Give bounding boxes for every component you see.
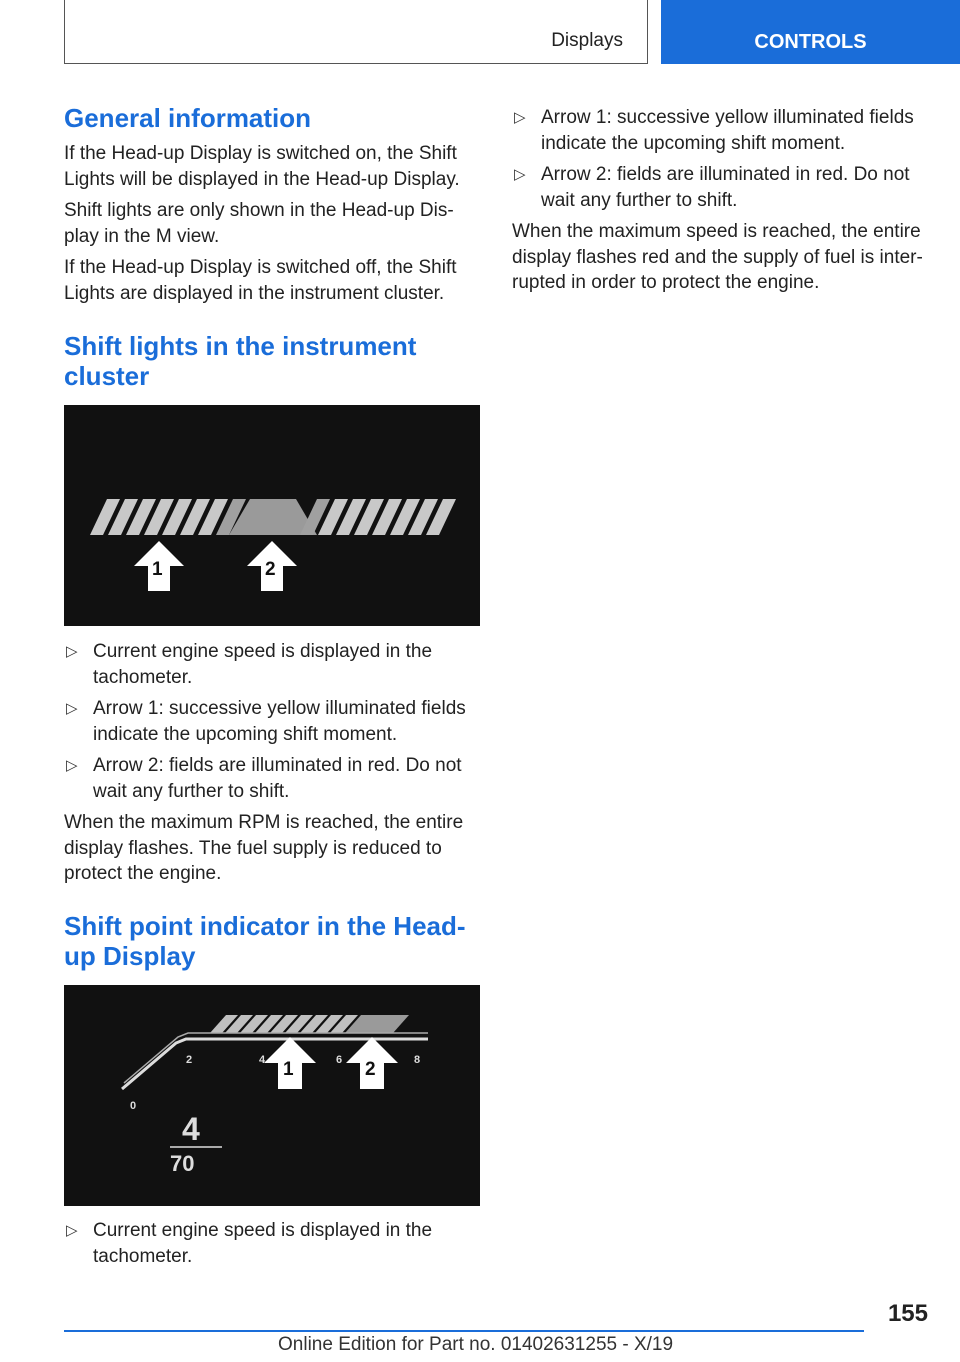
hud-arrow-2-label: 2: [365, 1059, 376, 1080]
list-item: ▷ Current engine speed is displayed in the tachometer.: [66, 1220, 433, 1267]
edition-footer: Online Edition for Part no. 01402631255 - X/19: [278, 1334, 674, 1355]
heading-shift-lights-cluster: Shift lights in the instrument cluster: [64, 331, 417, 391]
paragraph: When the maximum speed is reached, the entire display flashes red and the supply of fuel is inter‐rupted in order to protect the engine.: [512, 221, 923, 293]
speed-readout: 70: [170, 1151, 195, 1176]
heading-shift-point-hud: Shift point indicator in the Head-up Display: [64, 911, 466, 971]
scale-label-8: 8: [414, 1054, 421, 1066]
arrow-2-label: 2: [265, 559, 276, 580]
figure-instrument-cluster: [64, 405, 480, 626]
header-box: [64, 0, 648, 64]
list-item: ▷ Arrow 1: successive yellow illuminated fields indicate the upcoming shift moment.: [514, 107, 914, 154]
bullet-triangle-icon: ▷: [66, 700, 78, 717]
paragraph: If the Head-up Display is switched on, the Shift Lights will be displayed in the Head-up Display.: [64, 143, 460, 190]
list-item: ▷ Current engine speed is displayed in the tachometer.: [66, 641, 433, 688]
scale-label-2: 2: [186, 1054, 193, 1066]
bullet-triangle-icon: ▷: [66, 643, 78, 660]
bullet-triangle-icon: ▷: [66, 757, 78, 774]
hud-shift-light-bar: [210, 1015, 409, 1033]
paragraph: Shift lights are only shown in the Head-up Dis‐play in the M view.: [64, 200, 454, 247]
paragraph: When the maximum RPM is reached, the entire display flashes. The fuel supply is reduced to protect the engine.: [64, 812, 464, 884]
page-number: 155: [887, 1300, 928, 1327]
arrow-1-label: 1: [152, 559, 163, 580]
figure-head-up-display: [64, 985, 480, 1206]
scale-label-4: 4: [259, 1054, 266, 1066]
scale-label-0: 0: [130, 1100, 137, 1112]
list-item: ▷ Arrow 1: successive yellow illuminated fields indicate the upcoming shift moment.: [66, 698, 466, 745]
heading-general-information: General information: [64, 103, 312, 133]
bullet-triangle-icon: ▷: [514, 166, 526, 183]
paragraph: If the Head-up Display is switched off, the Shift Lights are displayed in the instrument cluster.: [64, 257, 457, 304]
hud-arrow-1-label: 1: [283, 1059, 294, 1080]
bullet-triangle-icon: ▷: [66, 1222, 78, 1239]
section-title: Displays: [551, 30, 623, 51]
bullet-triangle-icon: ▷: [514, 109, 526, 126]
chapter-tab: CONTROLS: [661, 0, 960, 64]
footer-divider: [64, 1330, 864, 1332]
scale-label-6: 6: [336, 1054, 343, 1066]
list-item: ▷ Arrow 2: fields are illuminated in red. Do not wait any further to shift.: [66, 755, 462, 802]
gear-indicator: 4: [182, 1111, 200, 1147]
shift-light-bar: [90, 499, 456, 535]
list-item: ▷ Arrow 2: fields are illuminated in red. Do not wait any further to shift.: [514, 164, 910, 211]
